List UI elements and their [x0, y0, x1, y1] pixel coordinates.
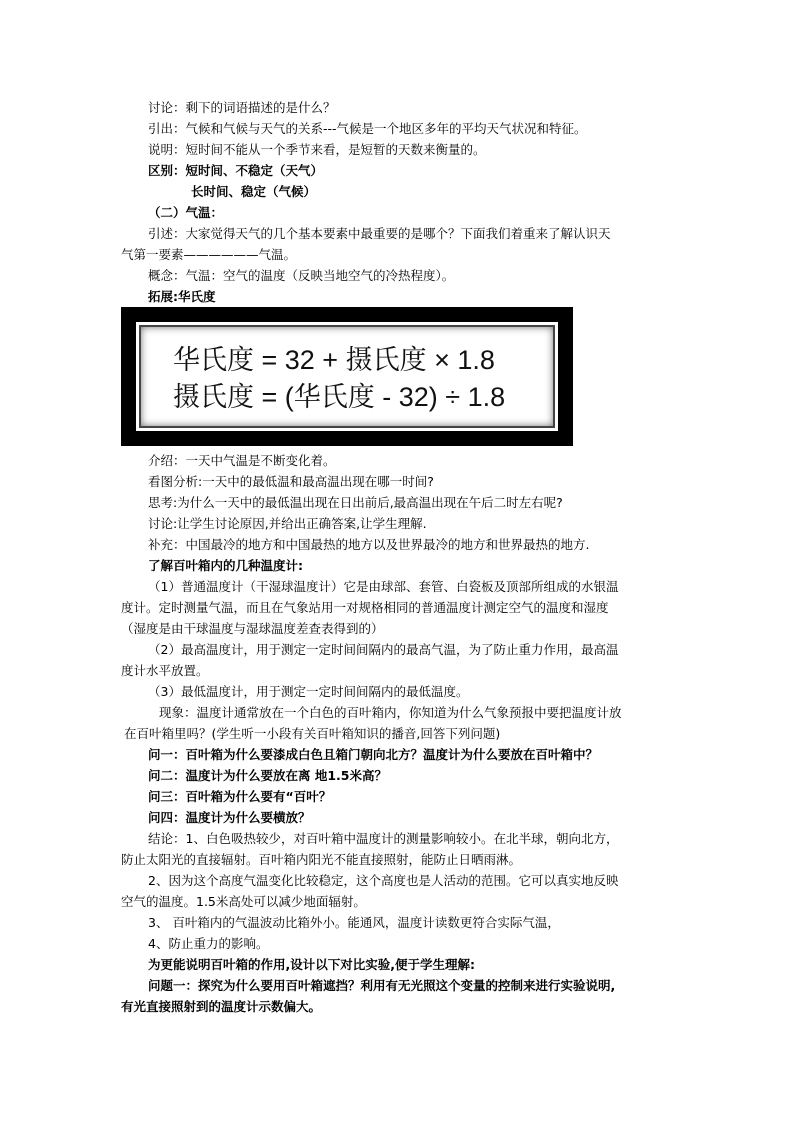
heading-line: 拓展:华氏度 — [148, 289, 216, 304]
text-line: 引出：气候和气候与天气的关系---气候是一个地区多年的平均天气状况和特征。 — [148, 121, 587, 136]
text-line: 讨论:让学生讨论原因,并给出正确答案,让学生理解. — [148, 516, 427, 531]
text-line: 3、 百叶箱内的气温波动比箱外小。能通风，温度计读数更符合实际气温， — [148, 915, 560, 930]
text-line: （湿度是由干球温度与湿球温度差查表得到的） — [121, 621, 384, 636]
section-heading: （二）气温： — [148, 205, 224, 220]
formula-panel — [139, 325, 555, 428]
question-line: 问题一：探究为什么要用百叶箱遮挡？利用有无光照这个变量的控制来进行实验说明, — [148, 978, 616, 993]
text-line: 现象：温度计通常放在一个白色的百叶箱内，你知道为什么气象预报中要把温度计放 — [159, 705, 622, 720]
heading-line: 长时间、稳定（气候） — [191, 184, 317, 199]
text-line: 补充：中国最冷的地方和中国最热的地方以及世界最冷的地方和世界最热的地方. — [148, 537, 590, 552]
text-line: 看图分析:一天中的最低温和最高温出现在哪一时间? — [148, 474, 434, 489]
text-line: 在百叶箱里吗？(学生听一小段有关百叶箱知识的播音,回答下列问题) — [124, 726, 501, 741]
text-line: （1）普通温度计（干湿球温度计）它是由球部、套管、白瓷板及顶部所组成的水银温 — [148, 579, 619, 594]
question-line: 问二：温度计为什么要放在离 地1.5米高？ — [148, 768, 387, 783]
text-line: 说明：短时间不能从一个季节来看，是短暂的天数来衡量的。 — [148, 142, 486, 157]
question-line: 有光直接照射到的温度计示数偏大。 — [121, 999, 322, 1014]
text-line: 思考:为什么一天中的最低温出现在日出前后,最高温出现在午后二时左右呢? — [148, 495, 563, 510]
heading-line: 了解百叶箱内的几种温度计: — [148, 558, 303, 573]
text-line: （2）最高温度计，用于测定一定时间间隔内的最高气温，为了防止重力作用，最高温 — [148, 642, 619, 657]
text-line: 4、防止重力的影响。 — [148, 936, 269, 951]
text-line: 概念：气温：空气的温度（反映当地空气的冷热程度）。 — [148, 268, 455, 283]
question-line: 问一：百叶箱为什么要漆成白色且箱门朝向北方？温度计为什么要放在百叶箱中？ — [148, 747, 599, 762]
text-line: 2、因为这个高度气温变化比较稳定，这个高度也是人活动的范围。它可以真实地反映 — [148, 873, 619, 888]
text-line: 介绍：一天中气温是不断变化着。 — [148, 453, 336, 468]
heading-line: 区别：短时间、不稳定（天气） — [148, 163, 324, 178]
text-line: 防止太阳光的直接辐射。百叶箱内阳光不能直接照射，能防止日晒雨淋。 — [121, 852, 522, 867]
text-line: 气第一要素——————气温。 — [121, 247, 297, 262]
formula-image — [121, 307, 573, 446]
formula-celsius: 摄氏度 = (华氏度 - 32) ÷ 1.8 — [173, 382, 506, 412]
question-line: 问三：百叶箱为什么要有“百叶？ — [148, 789, 332, 804]
text-line: 度计。定时测量气温，而且在气象站用一对规格相同的普通温度计测定空气的温度和湿度 — [121, 600, 609, 615]
text-line: 结论：1、白色吸热较少，对百叶箱中温度计的测量影响较小。在北半球，朝向北方， — [148, 831, 619, 846]
text-line: 讨论：剩下的词语描述的是什么？ — [148, 100, 336, 115]
formula-fahrenheit: 华氏度 = 32 + 摄氏度 × 1.8 — [173, 345, 495, 375]
heading-line: 为更能说明百叶箱的作用,设计以下对比实验,便于学生理解: — [148, 957, 475, 972]
text-line: 空气的温度。1.5米高处可以减少地面辐射。 — [121, 894, 366, 909]
text-line: 引述：大家觉得天气的几个基本要素中最重要的是哪个？下面我们着重来了解认识天 — [148, 226, 611, 241]
text-line: （3）最低温度计，用于测定一定时间间隔内的最低温度。 — [148, 684, 469, 699]
question-line: 问四：温度计为什么要横放？ — [148, 810, 311, 825]
text-line: 度计水平放置。 — [121, 663, 209, 678]
